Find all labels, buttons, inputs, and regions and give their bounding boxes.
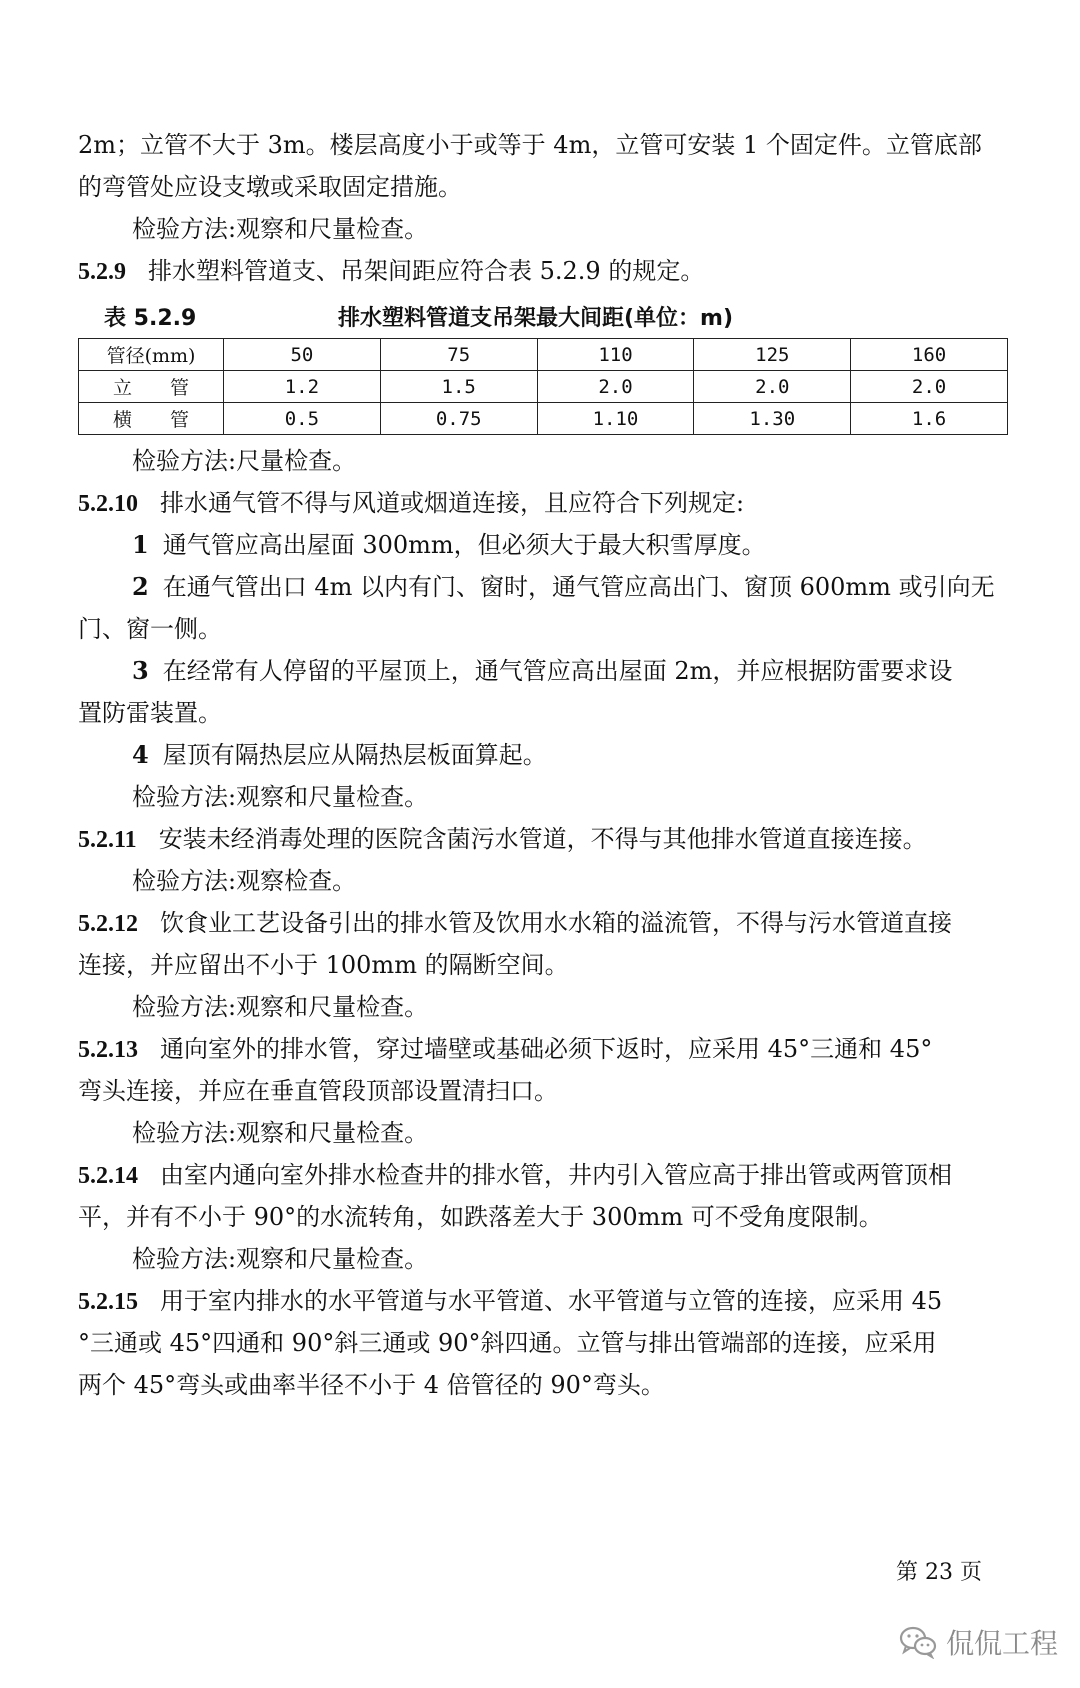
paragraph-line: 平，并有不小于 90°的水流转角，如跌落差大于 300mm 可不受角度限制。 <box>78 1203 883 1231</box>
clause-5-2-13: 5.2.13 通向室外的排水管，穿过墙壁或基础必须下返时，应采用 45°三通和 45° <box>78 1035 933 1063</box>
table-cell: 160 <box>851 339 1008 371</box>
paragraph-line: 的弯管处应设支墩或采取固定措施。 <box>78 173 462 201</box>
table-row <box>79 371 1008 403</box>
paragraph-line: 置防雷装置。 <box>78 699 222 727</box>
inspection-method: 检验方法:观察和尺量检查。 <box>132 1119 429 1147</box>
item-number: 2 <box>132 572 149 601</box>
paragraph-line: 2m；立管不大于 3m。楼层高度小于或等于 4m，立管可安装 1 个固定件。立管底部 <box>78 131 982 159</box>
page-number: 第 23 页 <box>896 1560 982 1585</box>
inspection-method: 检验方法:观察和尺量检查。 <box>132 993 429 1021</box>
clause-5-2-14: 5.2.14 由室内通向室外排水检查井的排水管，井内引入管应高于排出管或两管顶相 <box>78 1161 952 1189</box>
table-cell: 1.5 <box>380 371 537 403</box>
clause-number: 5.2.12 <box>78 911 138 937</box>
table-cell: 1.6 <box>851 403 1008 435</box>
table-cell: 0.5 <box>224 403 381 435</box>
table-cell: 50 <box>224 339 381 371</box>
table-cell: 2.0 <box>694 371 851 403</box>
inspection-method: 检验方法:观察和尺量检查。 <box>132 783 429 811</box>
paragraph-line: 两个 45°弯头或曲率半径不小于 4 倍管径的 90°弯头。 <box>78 1371 665 1399</box>
clause-5-2-10: 5.2.10 排水通气管不得与风道或烟道连接，且应符合下列规定: <box>78 489 745 517</box>
item-number: 1 <box>132 530 149 559</box>
list-item: 3 在经常有人停留的平屋顶上，通气管应高出屋面 2m，并应根据防雷要求设 <box>132 656 953 685</box>
clause-number: 5.2.10 <box>78 491 138 517</box>
list-item: 4 屋顶有隔热层应从隔热层板面算起。 <box>132 740 547 769</box>
paragraph-line: 连接，并应留出不小于 100mm 的隔断空间。 <box>78 951 569 979</box>
table-cell: 立 管 <box>79 371 224 403</box>
inspection-method: 检验方法:尺量检查。 <box>132 447 357 475</box>
clause-number: 5.2.15 <box>78 1289 138 1315</box>
table-cell: 125 <box>694 339 851 371</box>
table-title: 排水塑料管道支吊架最大间距(单位：m) <box>338 306 734 331</box>
paragraph-line: 门、窗一侧。 <box>78 615 222 643</box>
table-cell: 管径(mm) <box>79 339 224 371</box>
table-cell: 1.10 <box>537 403 694 435</box>
clause-5-2-15: 5.2.15 用于室内排水的水平管道与水平管道、水平管道与立管的连接，应采用 45 <box>78 1287 943 1315</box>
table-header-row <box>79 339 1008 371</box>
watermark <box>898 1624 1058 1660</box>
item-number: 4 <box>132 740 149 769</box>
clause-number: 5.2.14 <box>78 1163 138 1189</box>
watermark-text: 侃侃工程 <box>946 1627 1059 1660</box>
item-number: 3 <box>132 656 149 685</box>
list-item: 1 通气管应高出屋面 300mm，但必须大于最大积雪厚度。 <box>132 530 766 559</box>
clause-number: 5.2.13 <box>78 1037 138 1063</box>
table-cell: 2.0 <box>851 371 1008 403</box>
list-item: 2 在通气管出口 4m 以内有门、窗时，通气管应高出门、窗顶 600mm 或引向无 <box>132 572 995 601</box>
clause-5-2-9: 5.2.9 排水塑料管道支、吊架间距应符合表 5.2.9 的规定。 <box>78 257 705 285</box>
table-cell: 1.30 <box>694 403 851 435</box>
table-cell: 110 <box>537 339 694 371</box>
table-cell: 1.2 <box>224 371 381 403</box>
paragraph-line: °三通或 45°四通和 90°斜三通或 90°斜四通。立管与排出管端部的连接，应采用 <box>78 1329 937 1357</box>
clause-5-2-12: 5.2.12 饮食业工艺设备引出的排水管及饮用水水箱的溢流管，不得与污水管道直接 <box>78 909 952 937</box>
wechat-icon <box>898 1625 938 1659</box>
table-cell: 横 管 <box>79 403 224 435</box>
table-number: 表 5.2.9 <box>104 306 197 331</box>
inspection-method: 检验方法:观察和尺量检查。 <box>132 1245 429 1273</box>
inspection-method: 检验方法:观察和尺量检查。 <box>132 215 429 243</box>
clause-number: 5.2.9 <box>78 259 126 285</box>
inspection-method: 检验方法:观察检查。 <box>132 867 357 895</box>
paragraph-line: 弯头连接，并应在垂直管段顶部设置清扫口。 <box>78 1077 558 1105</box>
table-cell: 2.0 <box>537 371 694 403</box>
table-cell: 75 <box>380 339 537 371</box>
clause-number: 5.2.11 <box>78 827 137 853</box>
table-cell: 0.75 <box>380 403 537 435</box>
table-row <box>79 403 1008 435</box>
spacing-table <box>78 338 1008 435</box>
clause-5-2-11: 5.2.11 安装未经消毒处理的医院含菌污水管道，不得与其他排水管道直接连接。 <box>78 825 927 853</box>
